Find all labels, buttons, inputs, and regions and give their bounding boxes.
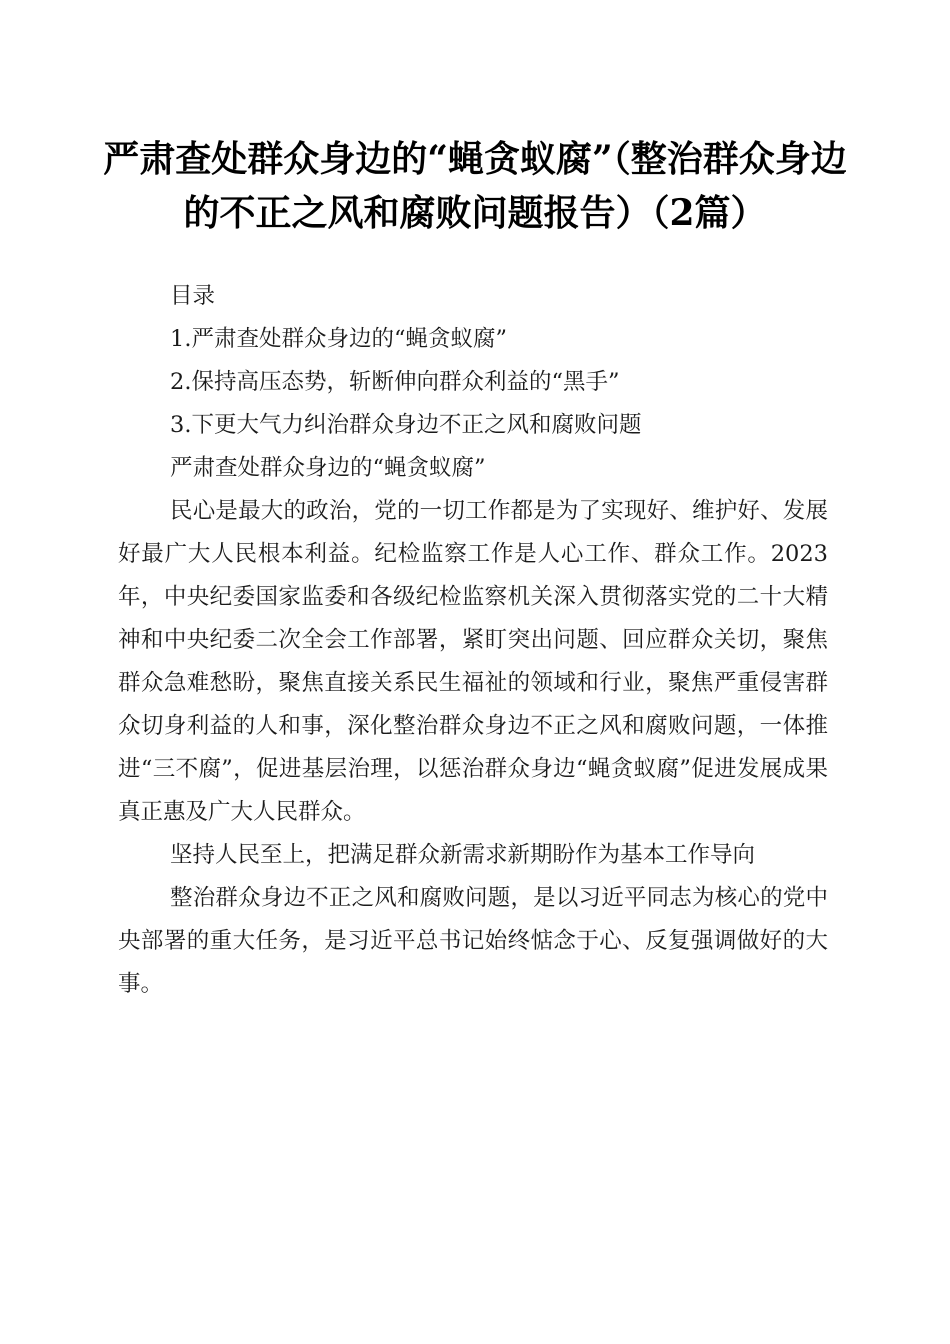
toc-heading: 目录: [170, 283, 216, 309]
document-body: [118, 275, 828, 1006]
toc-item-3: 3.下更大气力纠治群众身边不正之风和腐败问题: [170, 412, 642, 438]
toc-item-2: 2.保持高压态势，斩断伸向群众利益的“黑手”: [170, 369, 620, 395]
paragraph-1: 民心是最大的政治，党的一切工作都是为了实现好、维护好、发展好最广大人民根本利益。纪检监察工作是人心工作、群众工作。2023年，中央纪委国家监委和各级纪检监察机关深入贯彻落实党的二十大精神和中央纪委二次全会工作部署，紧盯突出问题、回应群众关切，聚焦群众急难愁盼，聚焦直接关系民生福祉的领域和行业，聚焦严重侵害群众切身利益的人和事，深化整治群众身边不正之风和腐败问题，一体推进“三不腐”，促进基层治理，以惩治群众身边“蝇贪蚁腐”促进发展成果真正惠及广大人民群众。: [118, 498, 828, 825]
section-heading: 严肃查处群众身边的“蝇贪蚁腐”: [170, 455, 486, 481]
paragraph-3: 整治群众身边不正之风和腐败问题，是以习近平同志为核心的党中央部署的重大任务，是习近平总书记始终惦念于心、反复强调做好的大事。: [118, 885, 828, 997]
paragraph-2: 坚持人民至上，把满足群众新需求新期盼作为基本工作导向: [170, 842, 756, 868]
document-title: 严肃查处群众身边的“蝇贪蚁腐”（整治群众身边的不正之风和腐败问题报告）（2篇）: [103, 138, 847, 234]
toc-item-1: 1.严肃查处群众身边的“蝇贪蚁腐”: [170, 326, 507, 352]
